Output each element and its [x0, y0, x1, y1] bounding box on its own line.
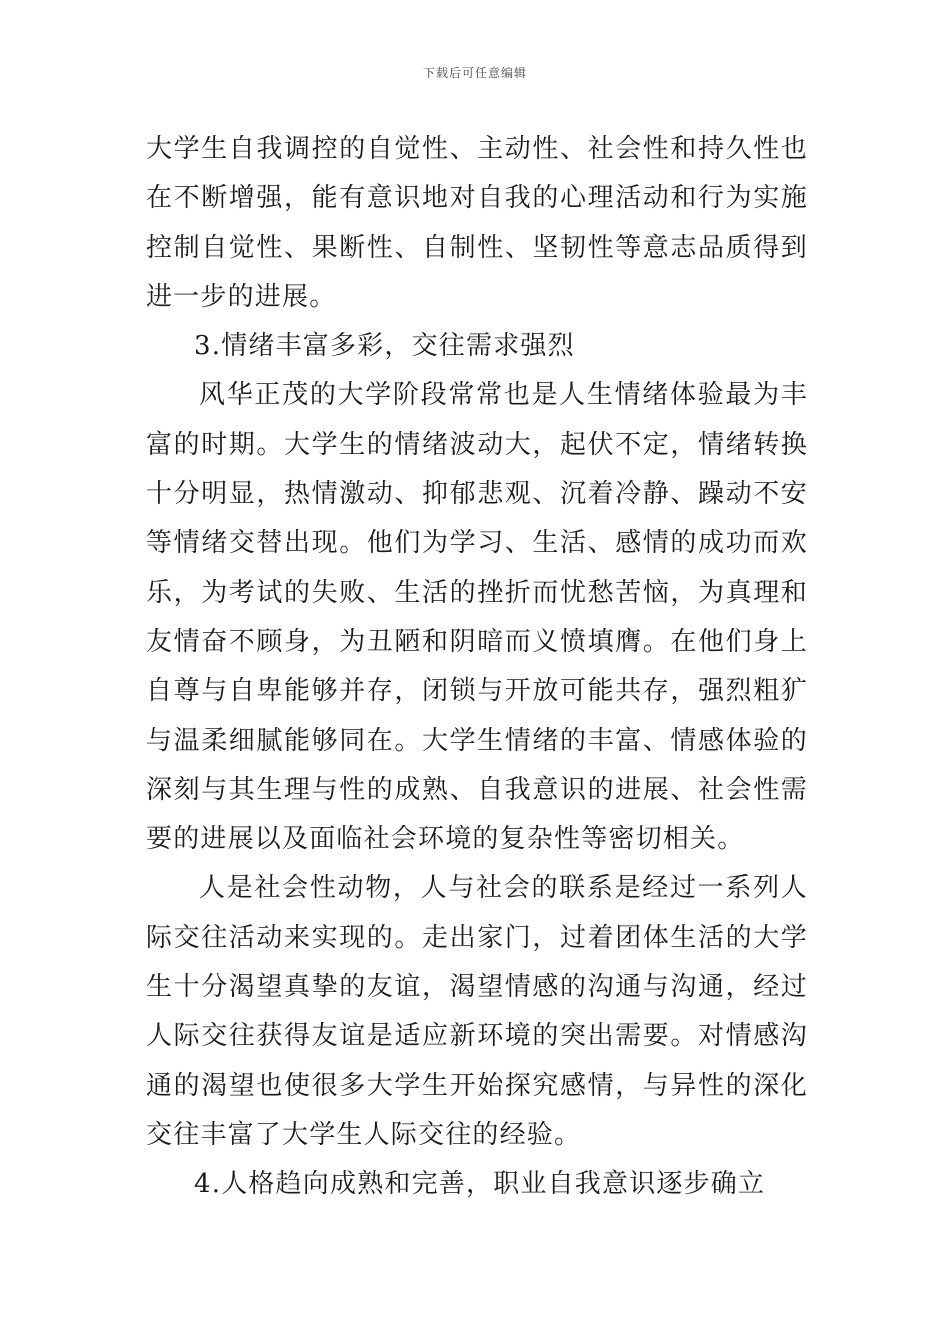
paragraph-emotions: 风华正茂的大学阶段常常也是人生情绪体验最为丰富的时期。大学生的情绪波动大，起伏不定，情绪转换十分明显，热情激动、抑郁悲观、沉着冷静、躁动不安等情绪交替出现。他们为学习、生活、感情的成功而欢乐，为考试的失败、生活的挫折而忧愁苦恼，为真理和友情奋不顾身，为丑陋和阴暗而义愤填膺。在他们身上自尊与自卑能够并存，闭锁与开放可能共存，强烈粗犷与温柔细腻能够同在。大学生情绪的丰富、情感体验的深刻与其生理与性的成熟、自我意识的进展、社会性需要的进展以及面临社会环境的复杂性等密切相关。	[146, 380, 808, 855]
section-heading-4: 4.人格趋向成熟和完善，职业自我意识逐步确立	[194, 1169, 766, 1200]
document-body	[146, 125, 808, 1210]
paragraph-social-interaction: 人是社会性动物，人与社会的联系是经过一系列人际交往活动来实现的。走出家门，过着团体生活的大学生十分渴望真挚的友谊，渴望情感的沟通与沟通，经过人际交往获得友谊是适应新环境的突出需要。对情感沟通的渴望也使很多大学生开始探究感情，与异性的深化交往丰富了大学生人际交往的经验。	[146, 873, 808, 1150]
section-heading-3: 3.情绪丰富多彩，交往需求强烈	[194, 331, 575, 362]
paragraph-self-regulation: 大学生自我调控的自觉性、主动性、社会性和持久性也在不断增强，能有意识地对自我的心理活动和行为实施控制自觉性、果断性、自制性、坚韧性等意志品质得到进一步的进展。	[146, 134, 808, 312]
page-header: 下载后可任意编辑	[422, 66, 527, 80]
